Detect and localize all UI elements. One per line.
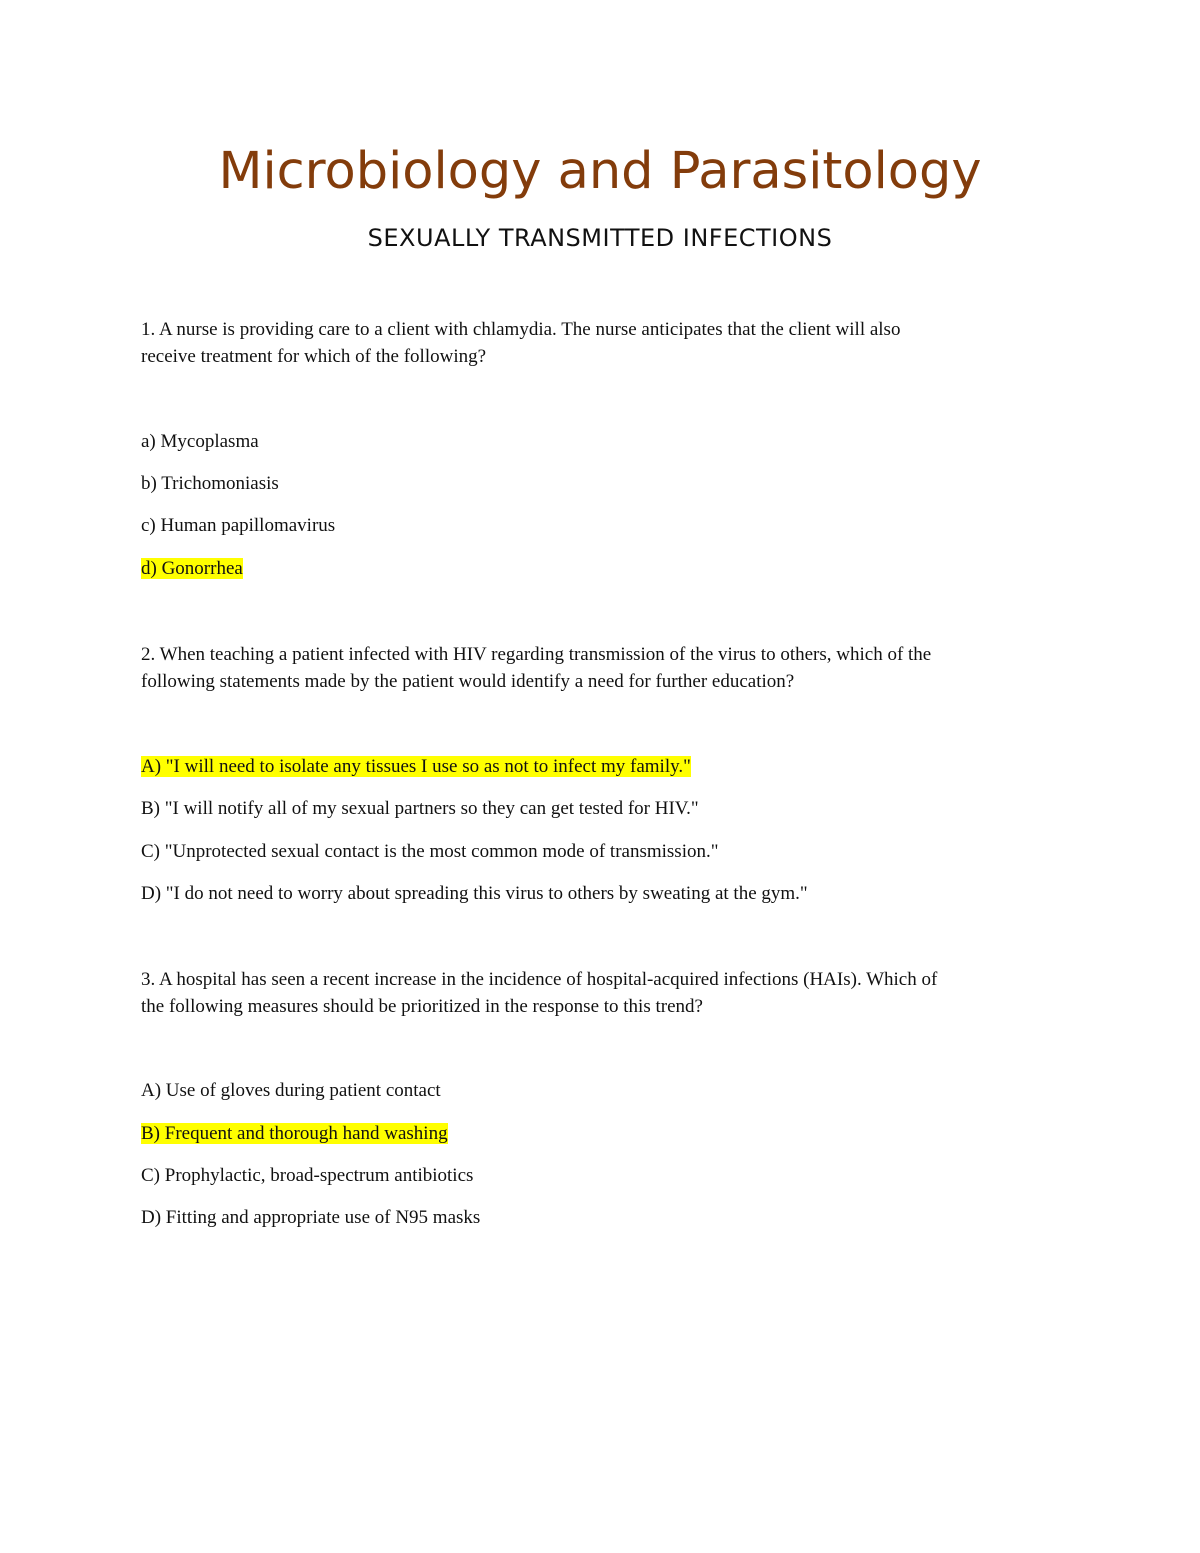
- question-1-line-1: 1. A nurse is providing care to a client with chlamydia. The nurse anticipates that the client will also: [141, 319, 901, 340]
- question-3-option-d: [141, 1204, 1061, 1231]
- question-3-option-b: [141, 1120, 1061, 1147]
- option-text: c) Human papillomavirus: [141, 515, 336, 536]
- question-2-line-2: following statements made by the patient would identify a need for further education?: [141, 671, 795, 692]
- question-3-option-c: [141, 1162, 1061, 1189]
- question-2-option-d: [141, 880, 1061, 907]
- question-3-line-1: 3. A hospital has seen a recent increase in the incidence of hospital-acquired infections (HAIs). Which of: [141, 969, 938, 990]
- question-1-option-b: [141, 470, 1061, 497]
- document-subtitle: SEXUALLY TRANSMITTED INFECTIONS: [367, 224, 833, 252]
- option-text: C) Prophylactic, broad-spectrum antibiotics: [141, 1165, 474, 1186]
- highlighted-answer: A) "I will need to isolate any tissues I use so as not to infect my family.": [141, 756, 691, 777]
- option-text: D) Fitting and appropriate use of N95 masks: [141, 1207, 481, 1228]
- question-3-option-a: [141, 1077, 1061, 1104]
- option-text: A) Use of gloves during patient contact: [141, 1080, 441, 1101]
- question-1-option-d: [141, 555, 1061, 582]
- option-text: B) "I will notify all of my sexual partners so they can get tested for HIV.": [141, 798, 699, 819]
- question-2-line-1: 2. When teaching a patient infected with HIV regarding transmission of the virus to others, which of the: [141, 644, 932, 665]
- highlighted-answer: B) Frequent and thorough hand washing: [141, 1123, 448, 1144]
- question-3-line-2: the following measures should be prioritized in the response to this trend?: [141, 996, 703, 1017]
- option-text: a) Mycoplasma: [141, 431, 259, 452]
- option-text: C) "Unprotected sexual contact is the most common mode of transmission.": [141, 841, 719, 862]
- question-1-option-c: [141, 512, 1061, 539]
- question-1-option-a: [141, 428, 1061, 455]
- option-text: b) Trichomoniasis: [141, 473, 279, 494]
- question-2-option-c: [141, 838, 1061, 865]
- option-text: D) "I do not need to worry about spreading this virus to others by sweating at the gym.": [141, 883, 808, 904]
- question-2-option-a: [141, 753, 1061, 780]
- highlighted-answer: d) Gonorrhea: [141, 558, 243, 579]
- question-1-line-2: receive treatment for which of the following?: [141, 346, 487, 367]
- question-2-option-b: [141, 795, 1061, 822]
- document-title: Microbiology and Parasitology: [218, 142, 982, 201]
